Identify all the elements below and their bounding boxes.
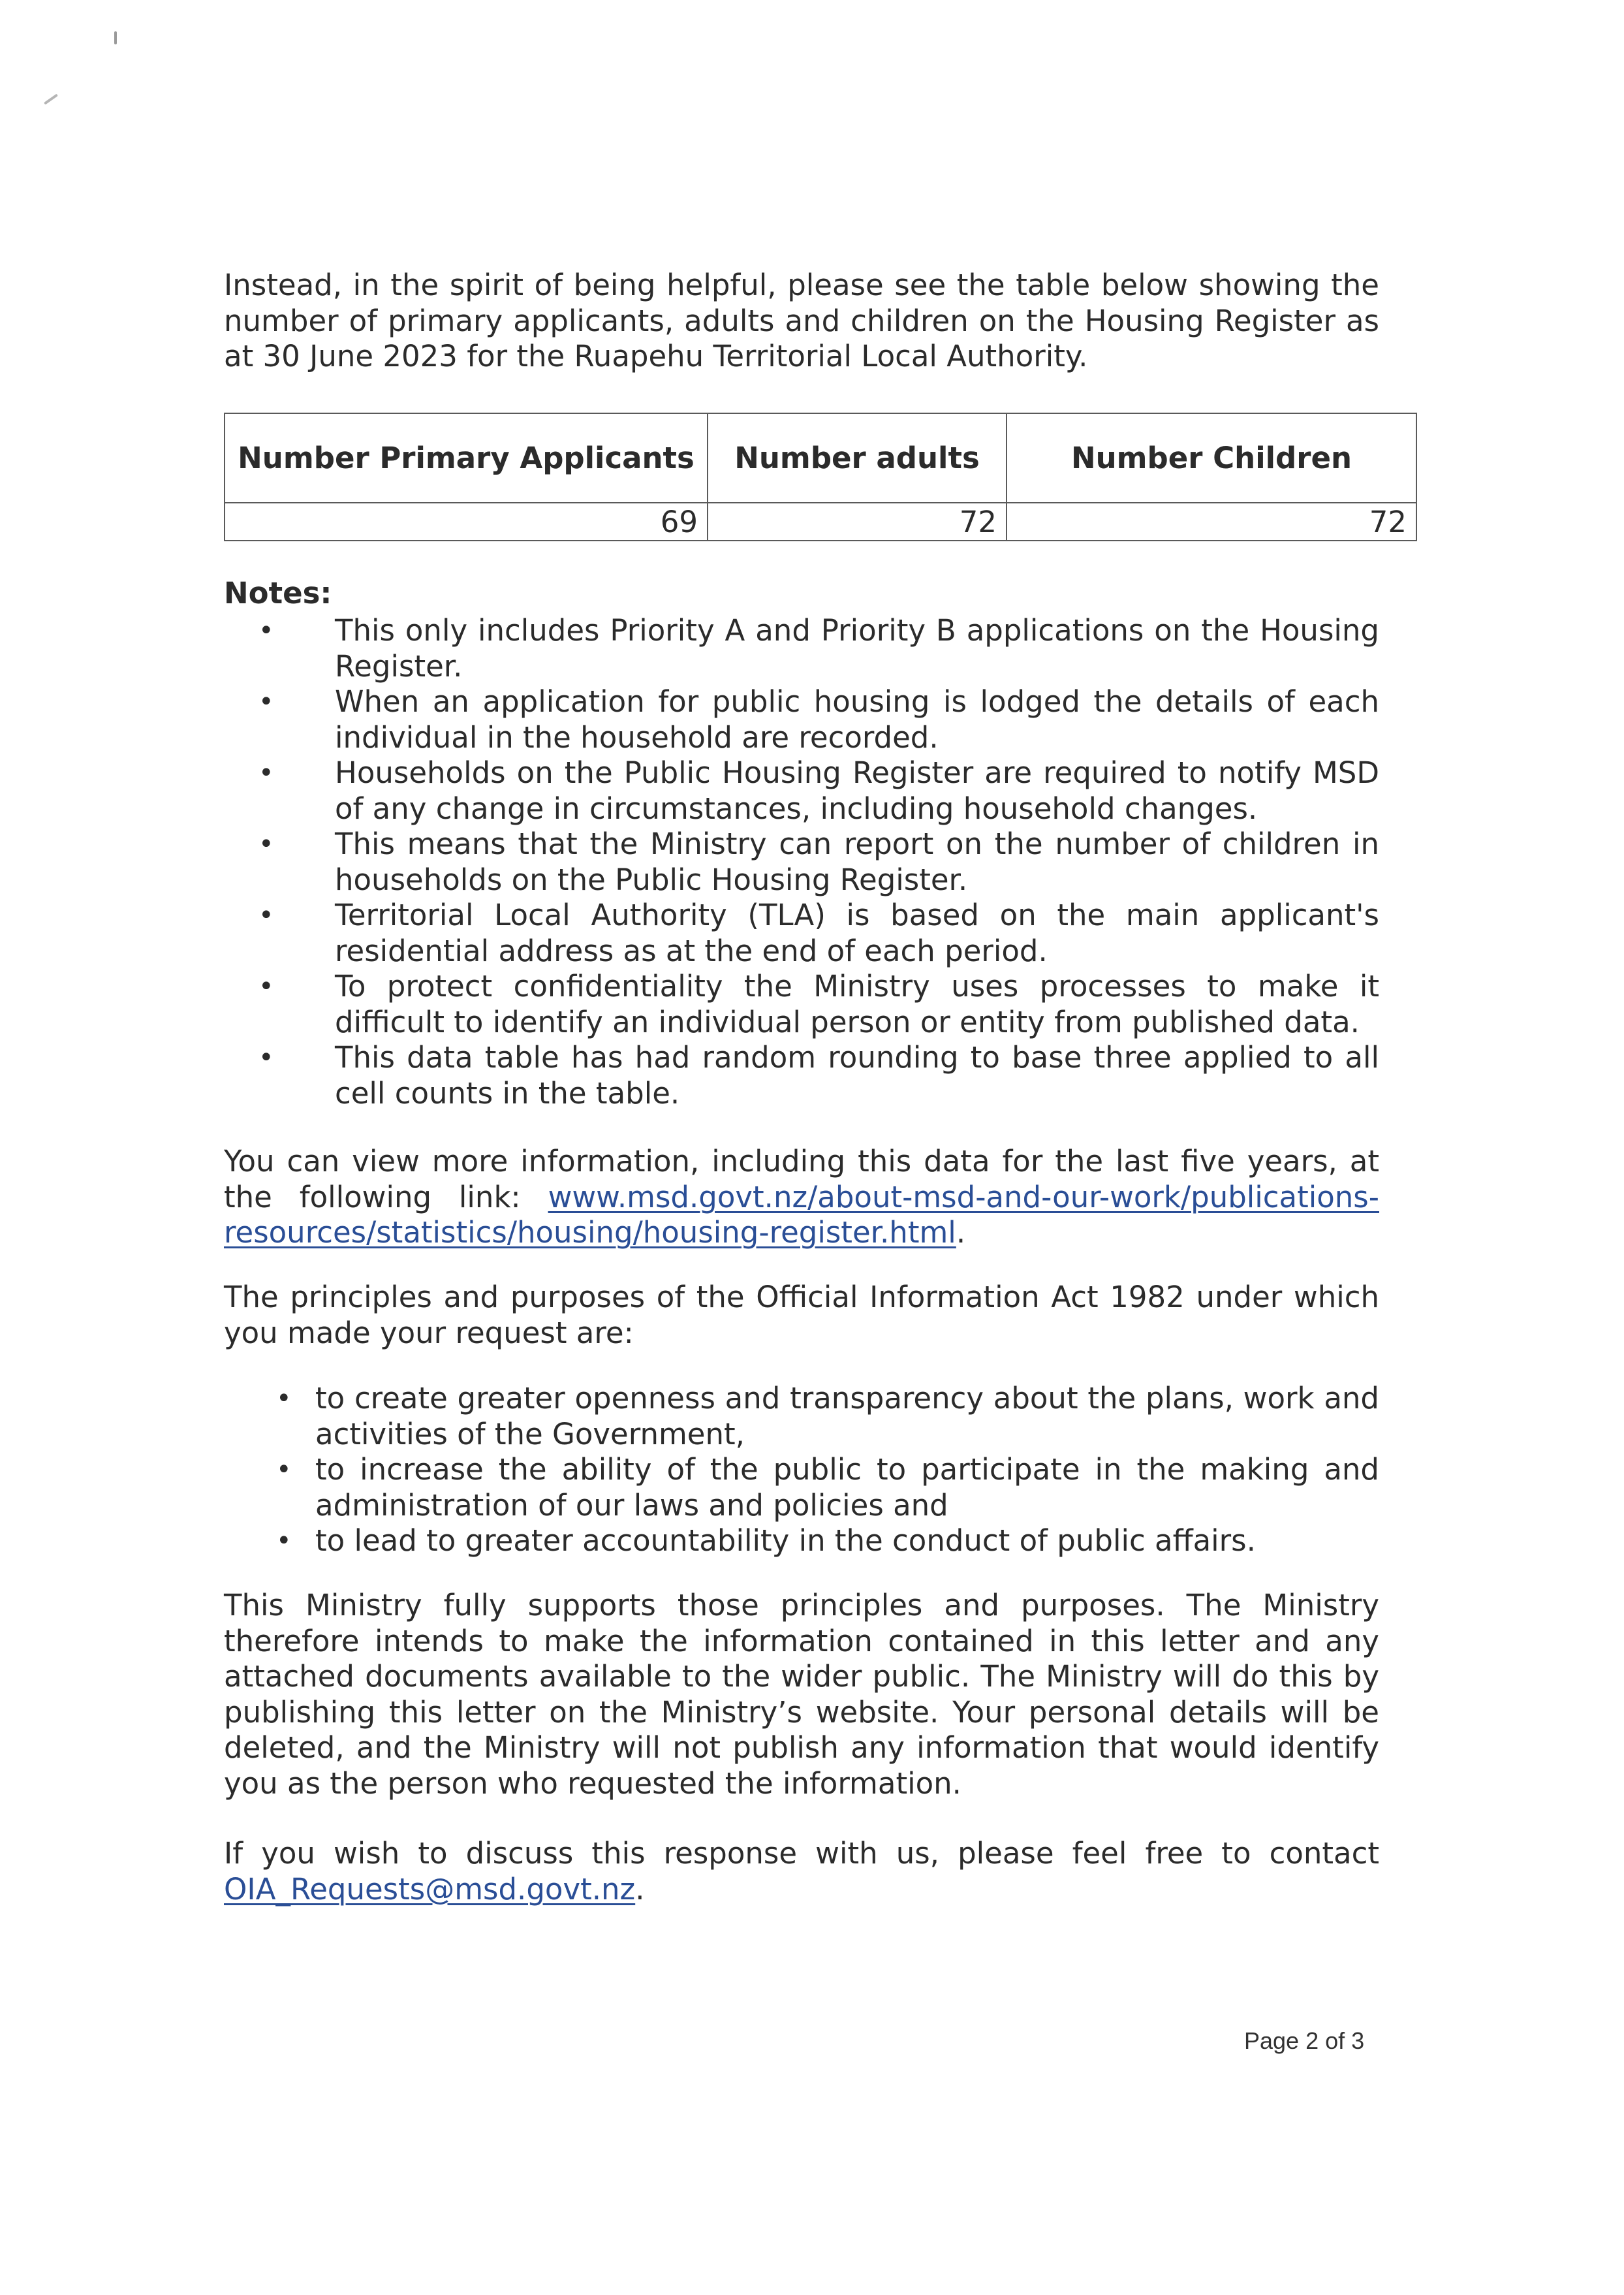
list-item — [224, 898, 1379, 969]
list-item — [224, 613, 1379, 684]
support-paragraph: This Ministry fully supports those principles and purposes. The Ministry therefore intends to make the information contained in this letter and any attached documents available to the wider public. The Ministry will do this by publishing this letter on the Ministry’s website. Your personal details will be deleted, and the Ministry will not publish any information that would identify you as the person who requested the information. — [224, 1588, 1379, 1801]
bullet-icon: • — [258, 1043, 274, 1073]
page-number: Page 2 of 3 — [1244, 2027, 1365, 2054]
oia-email-link[interactable]: OIA_Requests@msd.govt.nz — [224, 1871, 636, 1907]
cell-primary-applicants: 69 — [225, 503, 708, 541]
header-adults: Number adults — [708, 413, 1007, 503]
principles-intro-paragraph: The principles and purposes of the Official Information Act 1982 under which you made your request are: — [224, 1280, 1379, 1350]
principles-list — [224, 1381, 1379, 1559]
list-item — [224, 969, 1379, 1040]
housing-register-table — [224, 413, 1417, 541]
bullet-icon: • — [276, 1455, 292, 1485]
note-text: To protect confidentiality the Ministry uses processes to make it difficult to identify an individual person or entity from published data. — [335, 969, 1379, 1039]
intro-paragraph: Instead, in the spirit of being helpful, please see the table below showing the number of primary applicants, adults and children on the Housing Register as at 30 June 2023 for the Ruapehu Territorial Local Authority. — [224, 268, 1379, 373]
header-children: Number Children — [1007, 413, 1416, 503]
table-row — [225, 503, 1416, 541]
list-item — [224, 1381, 1379, 1452]
bullet-icon: • — [258, 972, 274, 1002]
contact-paragraph — [224, 1836, 1379, 1907]
note-text: This only includes Priority A and Priority B applications on the Housing Register. — [335, 613, 1379, 684]
cell-adults: 72 — [708, 503, 1007, 541]
bullet-icon: • — [258, 616, 274, 646]
note-text: Territorial Local Authority (TLA) is based on the main applicant's residential address as at the end of each period. — [335, 898, 1379, 968]
bullet-icon: • — [258, 758, 274, 788]
scan-artifact-mark — [44, 93, 58, 104]
header-primary-applicants: Number Primary Applicants — [225, 413, 708, 503]
principle-text: to create greater openness and transparency about the plans, work and activities of the Government, — [315, 1381, 1379, 1451]
scan-artifact-mark — [114, 31, 117, 44]
principle-text: to lead to greater accountability in the conduct of public affairs. — [315, 1523, 1256, 1558]
notes-list — [224, 613, 1379, 1111]
more-info-period: . — [956, 1215, 966, 1250]
list-item — [224, 1452, 1379, 1523]
more-info-text: You can view more information, including this data for the last five years, at the following link: — [224, 1144, 1379, 1214]
list-item — [224, 755, 1379, 827]
more-info-paragraph — [224, 1144, 1379, 1251]
list-item — [224, 827, 1379, 898]
note-text: This means that the Ministry can report on the number of children in households on the Public Housing Register. — [335, 827, 1379, 897]
contact-period: . — [635, 1871, 645, 1907]
list-item — [224, 1040, 1379, 1111]
principle-text: to increase the ability of the public to participate in the making and administration of our laws and policies and — [315, 1452, 1379, 1523]
bullet-icon: • — [258, 829, 274, 859]
housing-register-link[interactable]: www.msd.govt.nz/about-msd-and-our-work/publications-resources/statistics/housing/housing-register.html — [224, 1179, 1379, 1250]
notes-heading: Notes: — [224, 576, 332, 610]
note-text: Households on the Public Housing Register are required to notify MSD of any change in circumstances, including household changes. — [335, 755, 1379, 826]
bullet-icon: • — [276, 1526, 292, 1556]
bullet-icon: • — [276, 1384, 292, 1414]
list-item — [224, 1523, 1379, 1559]
note-text: This data table has had random rounding to base three applied to all cell counts in the table. — [335, 1040, 1379, 1111]
note-text: When an application for public housing is lodged the details of each individual in the household are recorded. — [335, 684, 1379, 755]
bullet-icon: • — [258, 900, 274, 930]
cell-children: 72 — [1007, 503, 1416, 541]
bullet-icon: • — [258, 687, 274, 717]
table-header-row — [225, 413, 1416, 503]
list-item — [224, 684, 1379, 755]
contact-text: If you wish to discuss this response with us, please feel free to contact — [224, 1836, 1379, 1871]
